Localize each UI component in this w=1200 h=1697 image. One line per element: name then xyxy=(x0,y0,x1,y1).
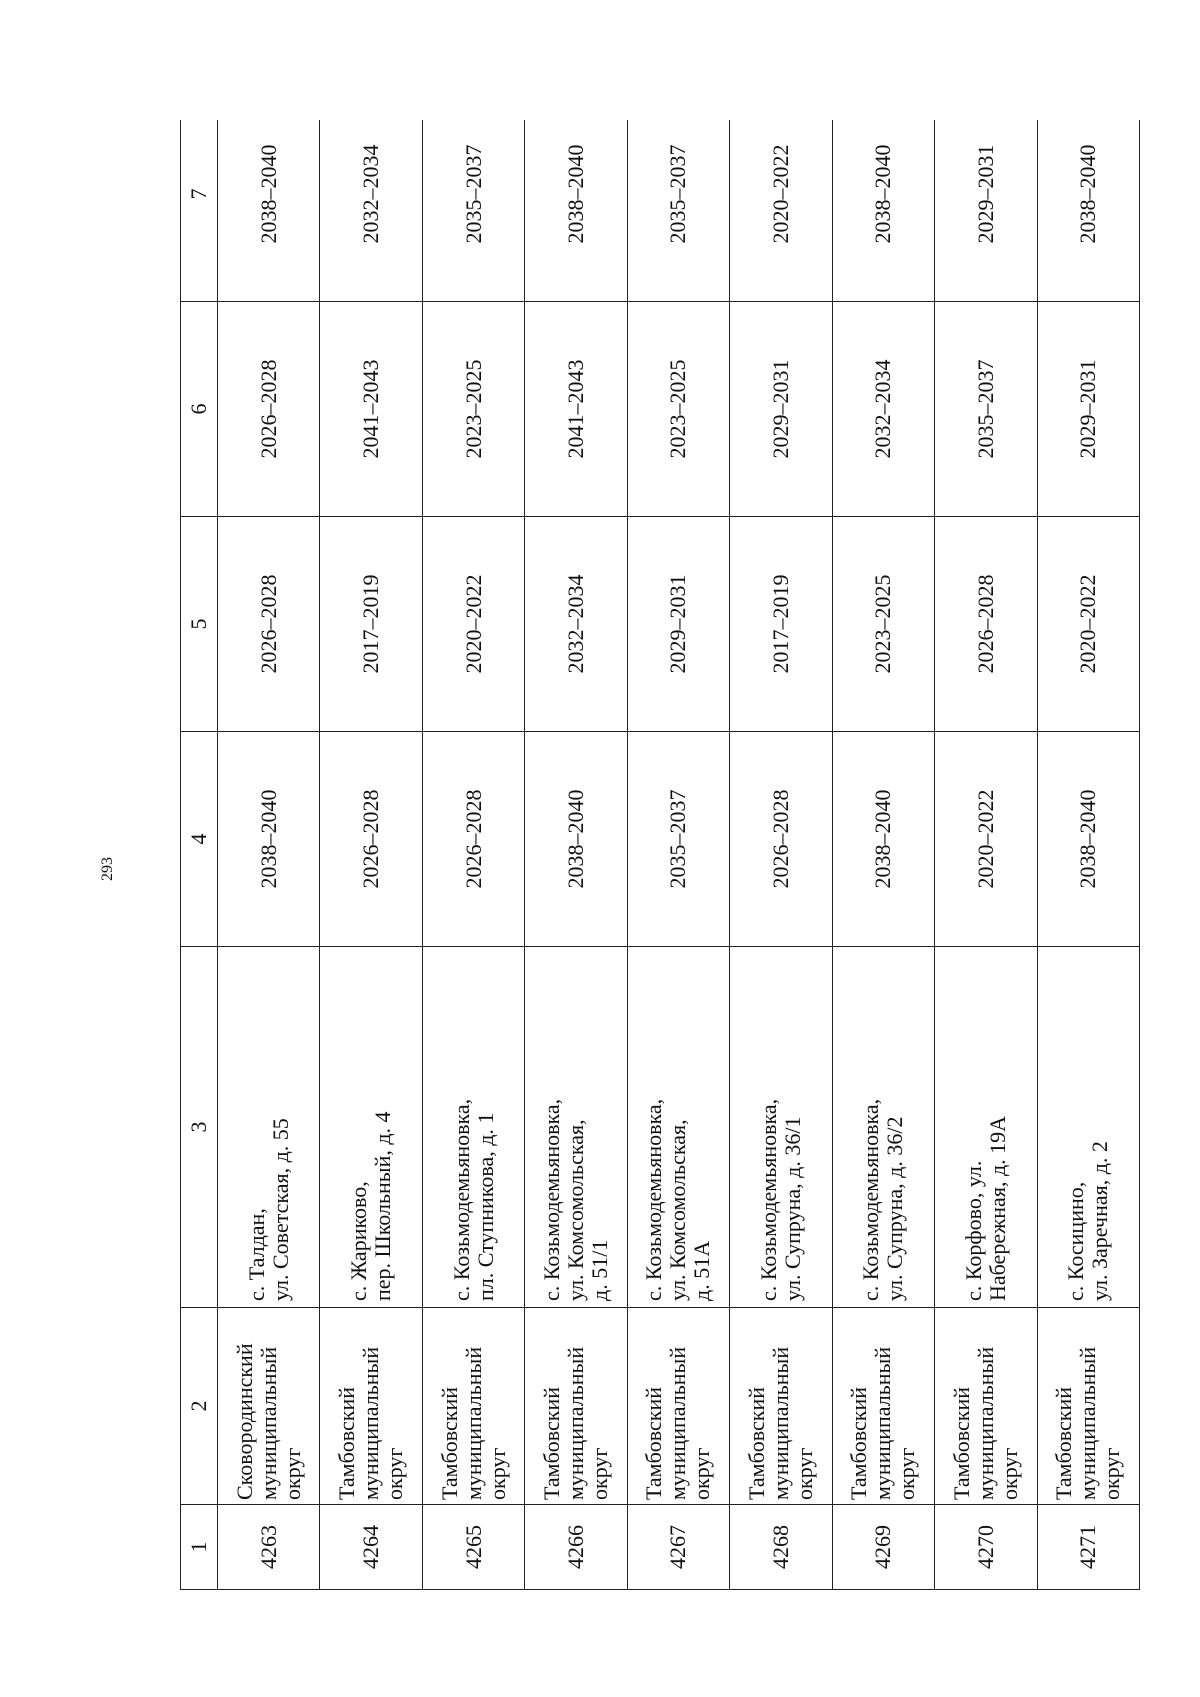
address-cell xyxy=(422,947,524,1308)
district-line: муниципальный xyxy=(1075,1346,1101,1500)
period-col7-cell: 2035–2037 xyxy=(627,120,729,302)
district-cell xyxy=(1037,1308,1140,1505)
address-line: Набережная, д. 19А xyxy=(984,1115,1010,1301)
district-line: муниципальный xyxy=(972,1346,998,1500)
column-header-5: 5 xyxy=(181,517,218,732)
address-cell xyxy=(935,947,1037,1308)
period-col4-cell: 2020–2022 xyxy=(935,732,1037,947)
period-col5-cell: 2026–2028 xyxy=(935,517,1037,732)
table-row xyxy=(218,120,320,1590)
period-col4-cell: 2035–2037 xyxy=(627,732,729,947)
address-line: с. Козьмодемьяновка, xyxy=(448,1098,474,1301)
address-line: с. Козьмодемьяновка, xyxy=(641,1098,667,1301)
district-line: муниципальный xyxy=(665,1346,691,1500)
district-cell xyxy=(730,1308,832,1505)
district-line: округ xyxy=(484,1447,510,1500)
district-line: округ xyxy=(279,1447,305,1500)
table-row xyxy=(730,120,832,1590)
district-cell xyxy=(832,1308,934,1505)
district-line: муниципальный xyxy=(255,1346,281,1500)
rotated-table-frame xyxy=(180,120,1140,1590)
period-col5-cell: 2017–2019 xyxy=(320,517,422,732)
table-row xyxy=(935,120,1037,1590)
address-line: д. 51/1 xyxy=(587,1239,613,1301)
district-line: Тамбовский xyxy=(948,1386,974,1500)
address-line: с. Талдан, xyxy=(243,1208,269,1301)
district-line: округ xyxy=(382,1447,408,1500)
period-col4-cell: 2026–2028 xyxy=(320,732,422,947)
period-col7-cell: 2038–2040 xyxy=(525,120,627,302)
address-line: д. 51А xyxy=(689,1240,715,1301)
district-line: муниципальный xyxy=(460,1346,486,1500)
district-cell xyxy=(627,1308,729,1505)
district-cell xyxy=(320,1308,422,1505)
column-header-4: 4 xyxy=(181,732,218,947)
row-number-cell: 4266 xyxy=(525,1505,627,1590)
district-line: округ xyxy=(1099,1447,1125,1500)
district-line: Тамбовский xyxy=(846,1386,872,1500)
column-header-3: 3 xyxy=(181,947,218,1308)
table-row xyxy=(320,120,422,1590)
period-col6-cell: 2023–2025 xyxy=(422,302,524,517)
district-line: округ xyxy=(689,1447,715,1500)
row-number-cell: 4263 xyxy=(218,1505,320,1590)
column-header-7: 7 xyxy=(181,120,218,302)
district-line: Тамбовский xyxy=(334,1386,360,1500)
row-number-cell: 4269 xyxy=(832,1505,934,1590)
period-col5-cell: 2017–2019 xyxy=(730,517,832,732)
period-col5-cell: 2026–2028 xyxy=(218,517,320,732)
district-line: Тамбовский xyxy=(436,1386,462,1500)
table-row xyxy=(422,120,524,1590)
address-line: ул. Супруна, д. 36/2 xyxy=(882,1116,908,1301)
period-col4-cell: 2038–2040 xyxy=(1037,732,1140,947)
district-line: муниципальный xyxy=(563,1346,589,1500)
address-cell xyxy=(525,947,627,1308)
address-cell xyxy=(627,947,729,1308)
data-table xyxy=(180,120,1140,1590)
period-col6-cell: 2041–2043 xyxy=(525,302,627,517)
period-col6-cell: 2035–2037 xyxy=(935,302,1037,517)
address-line: ул. Супруна, д. 36/1 xyxy=(779,1116,805,1301)
district-line: Сковородинский xyxy=(231,1343,257,1500)
period-col4-cell: 2038–2040 xyxy=(218,732,320,947)
district-line: Тамбовский xyxy=(641,1386,667,1500)
column-header-1: 1 xyxy=(181,1505,218,1590)
table-body xyxy=(218,120,1140,1590)
period-col6-cell: 2026–2028 xyxy=(218,302,320,517)
district-line: муниципальный xyxy=(767,1346,793,1500)
period-col6-cell: 2041–2043 xyxy=(320,302,422,517)
table-row xyxy=(832,120,934,1590)
period-col6-cell: 2032–2034 xyxy=(832,302,934,517)
period-col5-cell: 2032–2034 xyxy=(525,517,627,732)
address-line: с. Косицино, xyxy=(1063,1181,1089,1301)
address-cell xyxy=(218,947,320,1308)
period-col7-cell: 2032–2034 xyxy=(320,120,422,302)
period-col5-cell: 2029–2031 xyxy=(627,517,729,732)
period-col7-cell: 2038–2040 xyxy=(832,120,934,302)
table-row xyxy=(627,120,729,1590)
period-col6-cell: 2029–2031 xyxy=(730,302,832,517)
header-row xyxy=(181,120,218,1590)
period-col5-cell: 2020–2022 xyxy=(422,517,524,732)
period-col4-cell: 2038–2040 xyxy=(832,732,934,947)
district-cell xyxy=(218,1308,320,1505)
row-number-cell: 4267 xyxy=(627,1505,729,1590)
table-row xyxy=(1037,120,1140,1590)
row-number-cell: 4268 xyxy=(730,1505,832,1590)
district-line: муниципальный xyxy=(358,1346,384,1500)
period-col4-cell: 2026–2028 xyxy=(730,732,832,947)
column-header-2: 2 xyxy=(181,1308,218,1505)
page-number: 293 xyxy=(99,857,116,881)
district-line: округ xyxy=(996,1447,1022,1500)
period-col7-cell: 2035–2037 xyxy=(422,120,524,302)
district-cell xyxy=(525,1308,627,1505)
district-cell xyxy=(422,1308,524,1505)
address-line: пл. Ступникова, д. 1 xyxy=(472,1112,498,1301)
district-line: округ xyxy=(894,1447,920,1500)
column-header-6: 6 xyxy=(181,302,218,517)
district-line: муниципальный xyxy=(870,1346,896,1500)
address-line: ул. Советская, д. 55 xyxy=(267,1118,293,1301)
address-line: ул. Комсомольская, xyxy=(665,1119,691,1301)
address-cell xyxy=(1037,947,1140,1308)
district-line: Тамбовский xyxy=(743,1386,769,1500)
row-number-cell: 4265 xyxy=(422,1505,524,1590)
address-cell xyxy=(832,947,934,1308)
row-number-cell: 4271 xyxy=(1037,1505,1140,1590)
district-line: округ xyxy=(587,1447,613,1500)
row-number-cell: 4270 xyxy=(935,1505,1037,1590)
address-line: пер. Школьный, д. 4 xyxy=(370,1111,396,1301)
address-line: с. Козьмодемьяновка, xyxy=(539,1098,565,1301)
address-line: с. Корфово, ул. xyxy=(960,1160,986,1301)
address-line: ул. Комсомольская, xyxy=(563,1119,589,1301)
table-container xyxy=(180,120,1140,1590)
period-col4-cell: 2038–2040 xyxy=(525,732,627,947)
address-cell xyxy=(730,947,832,1308)
period-col4-cell: 2026–2028 xyxy=(422,732,524,947)
address-line: ул. Заречная, д. 2 xyxy=(1087,1141,1113,1301)
period-col7-cell: 2020–2022 xyxy=(730,120,832,302)
address-cell xyxy=(320,947,422,1308)
period-col7-cell: 2038–2040 xyxy=(218,120,320,302)
period-col6-cell: 2023–2025 xyxy=(627,302,729,517)
row-number-cell: 4264 xyxy=(320,1505,422,1590)
district-line: округ xyxy=(791,1447,817,1500)
address-line: с. Козьмодемьяновка, xyxy=(858,1098,884,1301)
district-line: Тамбовский xyxy=(539,1386,565,1500)
table-row xyxy=(525,120,627,1590)
period-col5-cell: 2020–2022 xyxy=(1037,517,1140,732)
period-col5-cell: 2023–2025 xyxy=(832,517,934,732)
district-cell xyxy=(935,1308,1037,1505)
district-line: Тамбовский xyxy=(1051,1386,1077,1500)
address-line: с. Козьмодемьяновка, xyxy=(755,1098,781,1301)
period-col7-cell: 2038–2040 xyxy=(1037,120,1140,302)
address-line: с. Жариково, xyxy=(346,1181,372,1301)
period-col6-cell: 2029–2031 xyxy=(1037,302,1140,517)
period-col7-cell: 2029–2031 xyxy=(935,120,1037,302)
